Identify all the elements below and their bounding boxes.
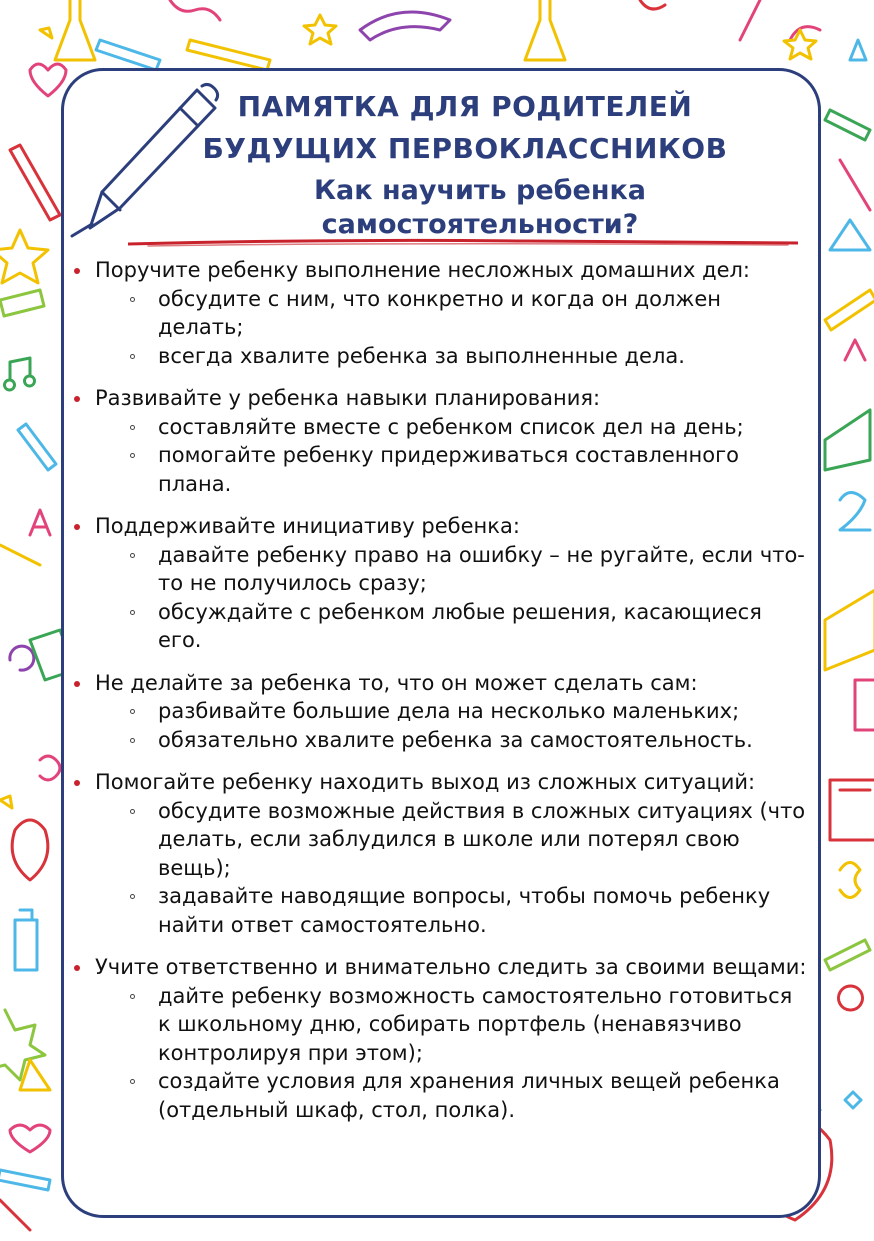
- tip-subitem: [158, 982, 808, 1068]
- tip-text: Не делайте за ребенка то, что он может сделать сам:: [95, 670, 698, 695]
- tip-subitem-text: составляйте вместе с ребенком список дел на день;: [158, 414, 744, 439]
- tip-subitem: [158, 413, 808, 442]
- subtitle-line-1: Как научить ребенка: [313, 175, 647, 206]
- tip-item: [73, 953, 808, 1124]
- tip-text: Развивайте у ребенка навыки планирования:: [95, 386, 601, 410]
- tip-sublist: [95, 697, 808, 754]
- page-subtitle: [200, 174, 760, 242]
- tip-subitem: [158, 697, 808, 726]
- tip-text: Помогайте ребенку находить выход из сложных ситуаций:: [95, 770, 756, 794]
- tip-subitem: [158, 342, 808, 371]
- circle-bullet-icon: [130, 994, 135, 999]
- circle-bullet-icon: [130, 809, 135, 814]
- tip-subitem-text: помогайте ребенку придерживаться составленного плана.: [158, 443, 739, 496]
- tip-item: [73, 669, 808, 755]
- bullet-dot-icon: [74, 524, 80, 530]
- tip-sublist: [95, 285, 808, 371]
- circle-bullet-icon: [130, 354, 135, 359]
- tip-subitem: [158, 285, 808, 342]
- circle-bullet-icon: [130, 425, 135, 430]
- page-title: [150, 86, 780, 170]
- tip-sublist: [95, 797, 808, 940]
- tip-sublist: [95, 982, 808, 1125]
- bullet-dot-icon: [74, 268, 80, 274]
- circle-bullet-icon: [130, 738, 135, 743]
- tip-subitem-text: создайте условия для хранения личных вещей ребенка (отдельный шкаф, стол, полка).: [158, 1069, 780, 1122]
- tip-subitem-text: обсудите возможные действия в сложных ситуациях (что делать, если заблудился в школе или потерял свою вещь);: [158, 798, 806, 880]
- tip-subitem: [158, 598, 808, 655]
- bullet-dot-icon: [74, 780, 80, 786]
- tip-subitem-text: разбивайте большие дела на несколько маленьких;: [158, 699, 740, 723]
- tip-item: [73, 512, 808, 655]
- title-line-1: ПАМЯТКА ДЛЯ РОДИТЕЛЕЙ: [237, 90, 693, 123]
- tip-sublist: [95, 541, 808, 655]
- title-line-2: БУДУЩИХ ПЕРВОКЛАССНИКОВ: [202, 132, 728, 165]
- tip-subitem: [158, 882, 808, 939]
- tip-subitem-text: обсудите с ним, что конкретно и когда он должен делать;: [158, 286, 721, 339]
- tips-list: [73, 256, 808, 1138]
- circle-bullet-icon: [130, 453, 135, 458]
- tip-subitem-text: обязательно хвалите ребенка за самостоятельность.: [158, 727, 753, 752]
- subtitle-underline: [128, 236, 798, 250]
- tip-subitem: [158, 726, 808, 755]
- tip-subitem-text: всегда хвалите ребенка за выполненные дела.: [158, 343, 685, 368]
- tip-subitem-text: обсуждайте с ребенком любые решения, касающиеся его.: [158, 599, 762, 652]
- tip-text: Учите ответственно и внимательно следить за своими вещами:: [95, 955, 807, 979]
- tip-text: Поручите ребенку выполнение несложных домашних дел:: [95, 258, 751, 282]
- circle-bullet-icon: [130, 709, 135, 714]
- tip-subitem-text: задавайте наводящие вопросы, чтобы помочь ребенку найти ответ самостоятельно.: [158, 884, 771, 937]
- subtitle-line-2: самостоятельности?: [321, 209, 639, 240]
- tip-text: Поддерживайте инициативу ребенка:: [95, 514, 520, 538]
- bullet-dot-icon: [74, 965, 80, 971]
- tip-subitem: [158, 1067, 808, 1124]
- tip-subitem: [158, 541, 808, 598]
- circle-bullet-icon: [130, 553, 135, 558]
- bullet-dot-icon: [74, 396, 80, 402]
- tip-subitem-text: давайте ребенку право на ошибку – не ругайте, если что-то не получилось сразу;: [158, 542, 805, 595]
- bullet-dot-icon: [74, 681, 80, 687]
- circle-bullet-icon: [130, 297, 135, 302]
- tip-item: [73, 768, 808, 939]
- tip-subitem: [158, 441, 808, 498]
- tip-subitem: [158, 797, 808, 883]
- circle-bullet-icon: [130, 1079, 135, 1084]
- circle-bullet-icon: [130, 610, 135, 615]
- circle-bullet-icon: [130, 894, 135, 899]
- tip-sublist: [95, 413, 808, 499]
- tip-item: [73, 384, 808, 498]
- tip-item: [73, 256, 808, 370]
- tip-subitem-text: дайте ребенку возможность самостоятельно готовиться к школьному дню, собирать портфель (ненавязчиво контролируя при этом);: [158, 983, 793, 1065]
